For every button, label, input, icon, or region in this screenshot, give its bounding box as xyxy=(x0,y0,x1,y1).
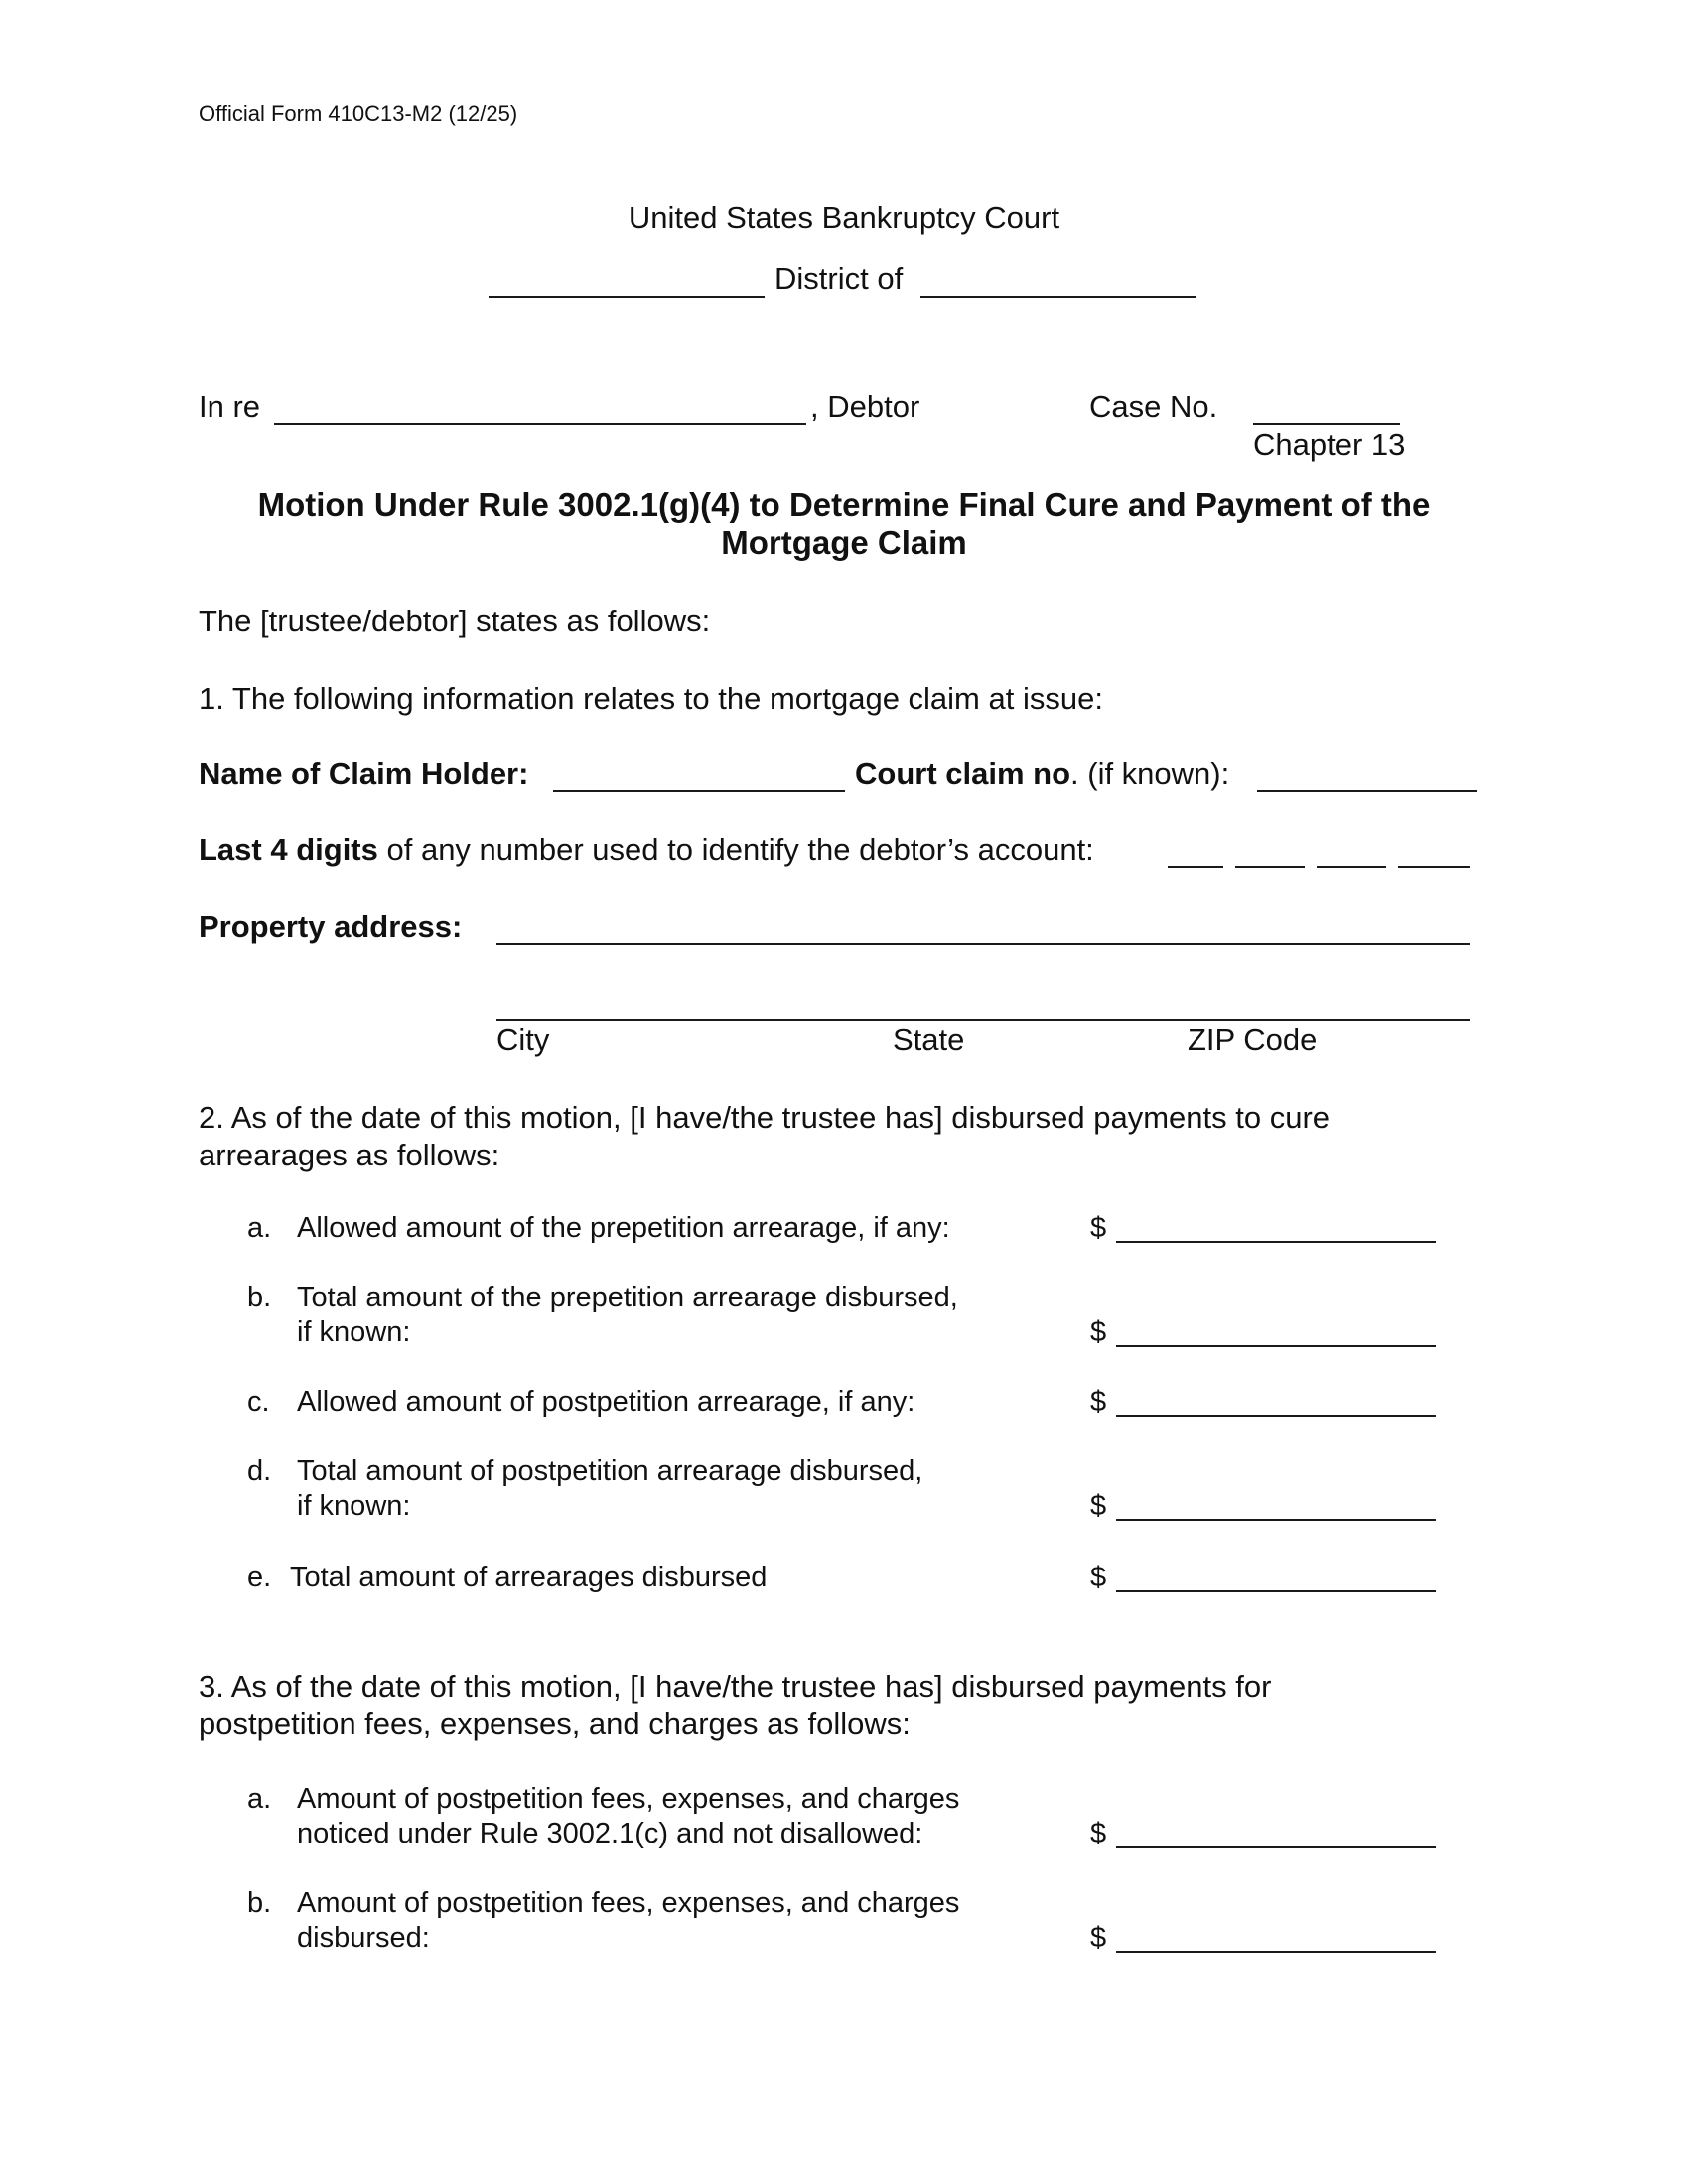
chapter-label: Chapter 13 xyxy=(1253,427,1406,462)
section3-item-a-letter: a. xyxy=(247,1783,272,1815)
section1-heading: 1. The following information relates to the mortgage claim at issue: xyxy=(199,681,1103,716)
claim-holder-label: Name of Claim Holder: xyxy=(199,756,529,791)
section3-item-b-currency: $ xyxy=(1090,1922,1107,1954)
section3-item-b-label-line2: disbursed: xyxy=(297,1922,430,1954)
section2-item-b-amount-blank[interactable] xyxy=(1116,1345,1436,1347)
in-re-label: In re xyxy=(199,389,261,424)
section2-item-c-letter: c. xyxy=(247,1386,270,1418)
motion-title-line2: Mortgage Claim xyxy=(721,524,967,561)
last4-label xyxy=(199,832,1094,868)
last4-digit-3-blank[interactable] xyxy=(1317,866,1386,868)
section2-heading xyxy=(199,1099,1330,1174)
section2-item-e-amount-blank[interactable] xyxy=(1116,1590,1436,1592)
section2-item-a-currency: $ xyxy=(1090,1212,1107,1244)
section3-item-a-currency: $ xyxy=(1090,1818,1107,1849)
district-blank-right[interactable] xyxy=(920,296,1196,298)
debtor-label: , Debtor xyxy=(810,389,920,424)
court-claim-label xyxy=(855,756,1229,792)
section2-item-e-letter: e. xyxy=(247,1562,272,1593)
form-id: Official Form 410C13-M2 (12/25) xyxy=(199,101,518,126)
case-no-label: Case No. xyxy=(1089,389,1218,424)
court-claim-blank[interactable] xyxy=(1257,790,1477,792)
debtor-name-blank[interactable] xyxy=(274,423,806,425)
property-address-label: Property address: xyxy=(199,909,463,944)
section2-item-c-amount-blank[interactable] xyxy=(1116,1415,1436,1417)
section2-heading-line2: arrearages as follows: xyxy=(199,1138,500,1172)
section2-item-e-label: Total amount of arrearages disbursed xyxy=(290,1562,768,1593)
section2-item-b-label-line2: if known: xyxy=(297,1316,411,1348)
last4-digit-2-blank[interactable] xyxy=(1235,866,1305,868)
case-no-blank[interactable] xyxy=(1253,423,1400,425)
district-label: District of xyxy=(774,261,904,296)
section2-item-e-currency: $ xyxy=(1090,1562,1107,1593)
zip-label: ZIP Code xyxy=(1188,1023,1318,1057)
last4-label-rest: of any number used to identify the debtor’s account: xyxy=(377,832,1094,867)
section3-item-b-amount-blank[interactable] xyxy=(1116,1951,1436,1953)
property-address-blank-1[interactable] xyxy=(496,943,1470,945)
section2-item-c-label: Allowed amount of postpetition arrearage, if any: xyxy=(297,1386,915,1418)
court-claim-label-bold: Court claim no xyxy=(855,756,1071,791)
section2-item-b-label-line1: Total amount of the prepetition arrearage disbursed, xyxy=(297,1282,958,1313)
city-label: City xyxy=(496,1023,550,1057)
motion-title-line1: Motion Under Rule 3002.1(g)(4) to Determine Final Cure and Payment of the xyxy=(257,486,1431,523)
motion-title xyxy=(199,486,1489,562)
last4-label-bold: Last 4 digits xyxy=(199,832,378,867)
court-claim-label-rest: . (if known): xyxy=(1070,756,1230,791)
section2-item-b-currency: $ xyxy=(1090,1316,1107,1348)
section2-item-d-label-line2: if known: xyxy=(297,1490,411,1522)
court-name: United States Bankruptcy Court xyxy=(628,201,1060,235)
state-label: State xyxy=(893,1023,965,1057)
section2-item-b-letter: b. xyxy=(247,1282,272,1313)
property-address-blank-2[interactable] xyxy=(496,1019,1470,1021)
last4-digit-1-blank[interactable] xyxy=(1168,866,1223,868)
section3-item-b-letter: b. xyxy=(247,1887,272,1919)
section2-item-a-amount-blank[interactable] xyxy=(1116,1241,1436,1243)
section3-item-a-label-line1: Amount of postpetition fees, expenses, and charges xyxy=(297,1783,960,1815)
section2-item-c-currency: $ xyxy=(1090,1386,1107,1418)
section2-item-d-letter: d. xyxy=(247,1455,272,1487)
section2-item-a-letter: a. xyxy=(247,1212,272,1244)
section3-heading-line2: postpetition fees, expenses, and charges as follows: xyxy=(199,1706,911,1741)
section3-item-a-label-line2: noticed under Rule 3002.1(c) and not disallowed: xyxy=(297,1818,923,1849)
section3-item-b-label-line1: Amount of postpetition fees, expenses, and charges xyxy=(297,1887,960,1919)
section2-item-a-label: Allowed amount of the prepetition arrearage, if any: xyxy=(297,1212,950,1244)
district-blank-left[interactable] xyxy=(489,296,765,298)
section3-item-a-amount-blank[interactable] xyxy=(1116,1846,1436,1848)
section3-heading-line1: 3. As of the date of this motion, [I have/the trustee has] disbursed payments for xyxy=(199,1669,1272,1704)
claim-holder-blank[interactable] xyxy=(553,790,845,792)
section2-item-d-label-line1: Total amount of postpetition arrearage disbursed, xyxy=(297,1455,923,1487)
section3-heading xyxy=(199,1668,1271,1743)
section2-heading-line1: 2. As of the date of this motion, [I have/the trustee has] disbursed payments to cure xyxy=(199,1100,1331,1135)
section2-item-d-amount-blank[interactable] xyxy=(1116,1519,1436,1521)
section2-item-d-currency: $ xyxy=(1090,1490,1107,1522)
intro-statement: The [trustee/debtor] states as follows: xyxy=(199,604,711,638)
last4-digit-4-blank[interactable] xyxy=(1398,866,1470,868)
